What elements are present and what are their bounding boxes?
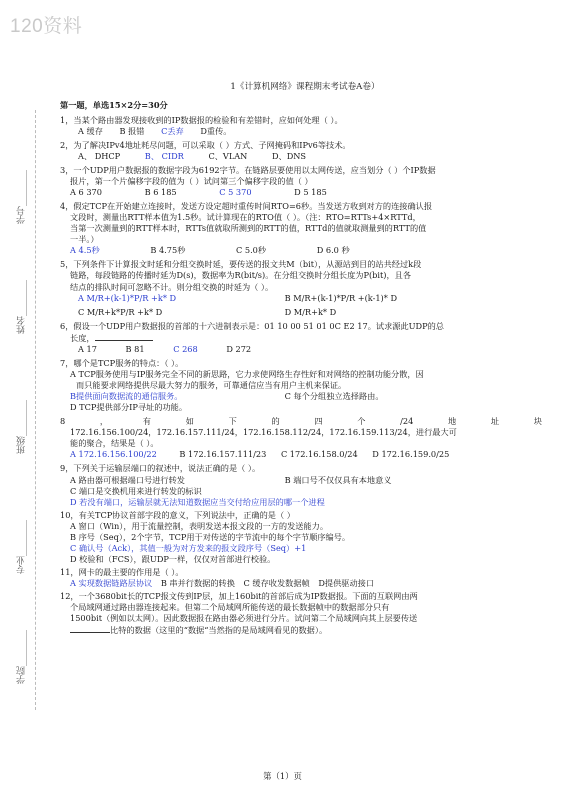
option-a: A M/R+(k-1)*P/R +k* D [78,292,177,303]
option-d: D提供驱动接口 [318,578,375,589]
option-a: A、 DHCP [78,150,121,161]
option-d: D TCP提供部分IP寻址的功能。 [70,402,188,413]
option-c: C 端口是交换机用来进行转发的标识 [70,485,202,496]
option-a: A 缓存 [78,125,103,136]
question-stem-line4: 一半。） [70,234,99,245]
answer-blank[interactable] [95,332,153,341]
question-stem-line2: 个局域网通过路由器连接起来。但第二个局域网所能传送的最长数据帧中的数据部分只有 [70,602,390,613]
option-b: B 端口号不仅仅具有本地意义 [284,474,392,485]
option-c: C M/R+k*P/R +k* D [78,306,163,317]
option-c: C 每个分组独立选择路由。 [284,391,384,402]
option-d: D 172.16.159.0/25 [372,449,450,460]
option-d: D、DNS [271,150,307,161]
page-number: 第（1）页 [263,771,302,781]
option-b: B M/R+(k-1)*P/R +(k-1)* D [284,292,398,303]
option-b: B、 CIDR [144,150,184,161]
question-stem-line2: 链路，每段链路的传播时延为D(s)，数据率为R(bit/s)。在分组交换时分组长度为P(bit)，且各 [70,270,412,281]
watermark: 120资料 [10,16,83,37]
section-heading: 第一题，单选15×2分=30分 [60,99,168,110]
answer-blank[interactable] [70,624,110,633]
question-stem: 7，哪个是TCP服务的特点：（ ）。 [60,357,184,368]
question-stem: 2，为了解决IPv4地址耗尽问题，可以采取（ ）方式、子网掩码和IPv6等技术。 [60,139,351,150]
question-stem-line2: 长度， [60,332,550,344]
option-b: B 串并行数据的转换 [160,578,235,589]
option-a: A 172.16.156.100/22 [70,449,157,460]
option-d: D 5 185 [294,187,327,198]
question-stem-line1: 4，假定TCP在开始建立连接时，发送方设定超时重传时间RTO=6秒。当发送方收到对方的连接确认报 [60,201,433,212]
xingming-label: 姓名________ [17,280,27,334]
zhuanye-label: 专业________ [17,520,27,574]
question-stem-line3: 1500bit（例如以太网）。因此数据报在路由器必须进行分片。试问第二个局域网向其上层要传送 [70,613,418,624]
banji-label: 班级________ [17,400,27,454]
question-1 [60,115,550,137]
question-stem: 11，网卡的最主要的作用是（ ）。 [60,567,184,578]
option-c: C 5 370 [219,187,252,198]
option-b: B提供面向数据流的通信服务。 [70,391,183,402]
option-a: A 路由器可根据端口号进行转发 [70,474,185,485]
option-b: B 6 185 [144,187,177,198]
question-6 [60,321,550,355]
question-5 [60,259,550,317]
question-stem-line4: 比特的数据（这里的“数据“当然指的是局域网看见的数据）。 [110,625,328,636]
question-8 [60,416,550,460]
question-12 [60,591,550,636]
option-a-line2: 而只能要求网络提供尽最大努力的服务，可靠通信应当有用户主机来保证。 [76,380,347,391]
option-b: B 81 [125,343,145,354]
question-4 [60,201,550,256]
xuehao-label: 学号________ [17,170,27,224]
question-stem-line3: 能的聚合，结果是（ ）。 [70,438,159,449]
question-stem: 9，下列关于运输层端口的叙述中，说法正确的是（ ）。 [60,463,261,474]
question-stem-line3: 结点的排队时间可忽略不计。则分组交换的时延为（ ）。 [70,281,274,292]
question-9 [60,463,550,507]
question-stem-line1: 12，一个3680bit长的TCP报文传到IP层，加上160bit的首部后成为IP数据报。下面的互联网由两 [60,591,418,602]
option-d: D M/R+k* D [284,306,337,317]
exam-page [60,82,550,638]
question-stem-line3: 当第一次测量到的RTT样本时，RTTs值就取所测到的RTT的值，RTTd的值就取测量到的RTT的值 [70,223,427,234]
option-b: B 序号（Seq），2个字节，TCP用于对传送的字节流中的每个字节顺序编号。 [70,531,351,542]
question-2 [60,140,550,162]
question-stem-line1: 8 ， 有 如 下 的 四 个 /24 地 址 块 [60,416,542,427]
option-c: C 确认号（Ack），其值一般为对方发来的报文段序号（Seq）+1 [70,542,307,553]
option-c: C丢弃 [161,125,184,136]
option-a: A 窗口（Win），用于流量控制，表明发送本报文段的一方的发送能力。 [70,520,329,531]
question-11 [60,567,550,589]
question-stem: 1，当某个路由器发现接收到的IP数据报的检验和有差错时，应如何处理（ ）。 [60,114,343,125]
student-info-margin [10,110,40,700]
question-stem-line1: 5，下列条件下计算报文时延和分组交换时延，要传送的报文共M（bit），从源站到目的站共经过k段 [60,259,422,270]
option-c: C、VLAN [208,150,248,161]
question-stem-line2: 报片，第一个片偏移字段的值为（ ）试问第三个偏移字段的值（ ） [70,175,313,186]
exam-title: 1《计算机网络》课程期末考试卷A卷） [230,82,380,92]
option-a: A 17 [78,343,97,354]
question-10 [60,510,550,565]
option-c: C 172.16.158.0/24 [280,449,358,460]
option-a: A 4.5秒 [70,245,100,256]
option-a: A 6 370 [70,187,102,198]
question-stem-line2: 172.16.156.100/24，172.16.157.111/24，172.16.158.112/24，172.16.159.113/24，进行最大可 [70,427,457,438]
option-d: D重传。 [200,125,232,136]
question-stem-line2: 文段时，测量出RTT样本值为1.5秒。试计算现在的RTO值（ ）。（注：RTO=RTTs+4×RTTd， [70,212,421,223]
option-c: C 缓存收发数据帧 [243,578,310,589]
option-d: D 272 [226,343,252,354]
question-stem-line1: 3，一个UDP用户数据报的数据字段为6192字节。在链路层要使用以太网传送，应当划分（ ）个IP数据 [60,164,436,175]
option-b: B 4.75秒 [150,245,186,256]
option-d: D 若没有端口，运输层就无法知道数据应当交付给应用层的哪一个进程 [70,496,325,507]
option-d: D 6.0 秒 [316,245,350,256]
xueyuan-label: 学院________ [17,630,27,684]
option-c: C 5.0秒 [236,245,267,256]
question-stem: 10，有关TCP协议首部字段的意义，下列说法中，正确的是（ ） [60,509,295,520]
question-3 [60,165,550,198]
option-a-line1: A TCP服务使用与IP服务完全不同的新思路，它力求使网络生存性好和对网络的控制功能分散，因 [70,368,424,379]
question-stem-line1: 6，假设一个UDP用户数据报的首部的十六进制表示是：01 10 00 51 01 0C E2 17。试求源此UDP的总 [60,320,444,331]
option-b: B 172.16.157.111/23 [179,449,267,460]
option-a: A 实现数据链路层协议 [70,578,153,589]
option-c: C 268 [173,343,198,354]
option-d: D 校验和（FCS），跟UDP一样，仅仅对首部进行校验。 [70,553,276,564]
option-b: B 报错 [119,125,145,136]
question-7 [60,358,550,413]
